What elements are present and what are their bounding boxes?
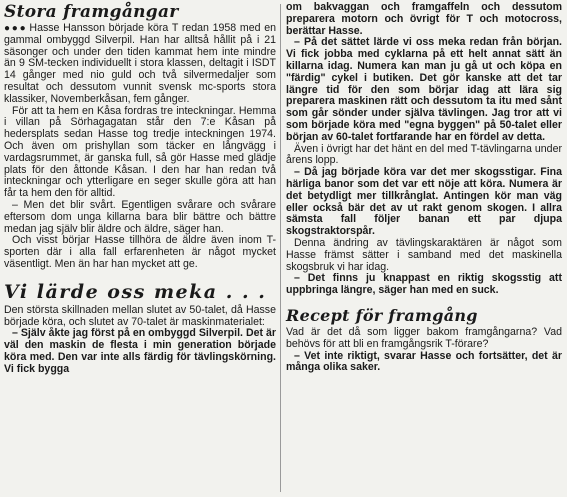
quote-paragraph: – Då jag började köra var det mer skogsstigar. Fina härliga banor som det var ett nöje att köra. Numera är det betydligt mer tillkrånglat. Antingen kör man väg eller också bär det av ut rakt genom skogen. I allra sämsta fall följer banan ett par djupa skogstraktorspår.	[286, 166, 562, 238]
quote-paragraph: – Vet inte riktigt, svarar Hasse och fortsätter, det är många olika saker.	[286, 349, 562, 374]
paragraph: Denna ändring av tävlingskaraktären är något som Hasse främst sätter i samband med det maskinella skogsbruk vi har idag.	[286, 236, 562, 273]
bullet-dots-icon: ●●●	[4, 23, 28, 34]
section-heading-vi-larde-oss-meka: Vi lärde oss meka . . .	[4, 280, 267, 303]
paragraph: Även i övrigt har det hänt en del med T-tävlingarna under årens lopp.	[286, 142, 562, 167]
section-heading-recept-for-framgang: Recept för framgång	[286, 305, 478, 325]
left-column	[4, 2, 276, 376]
column-divider	[280, 4, 281, 492]
paragraph	[4, 23, 276, 106]
quote-paragraph: – Det finns ju knappast en riktig skogsstig att uppbringa längre, säger han med en suck.	[286, 272, 562, 297]
quote-paragraph: – Själv åkte jag först på en ombyggd Silverpil. Det är väl den maskin de flesta i min generation började köra med. Den var inte alls färdig för tävlingskörning. Vi fick bygga	[4, 327, 276, 375]
paragraph: För att ta hem en Kåsa fordras tre inteckningar. Hemma i villan på Sörhagagatan står den 7:e Kåsan på hedersplats sedan Hasse tog tredje inteckningen 1974. Och även om prishyllan som täcker en långvägg i vardagsrummet, är ganska full, så gör Hasse med glädje plats för den åttonde Kåsan. I den har han redan två inteckningar och ytterligare en seger skulle göra att han får ta hem den för alltid.	[4, 104, 276, 200]
paragraph: – Men det blir svårt. Egentligen svårare och svårare eftersom dom unga killarna bara blir bättre och bättre medan jag själv blir äldre och äldre, säger han.	[4, 198, 276, 235]
right-column	[286, 2, 562, 374]
paragraph: Vad är det då som ligger bakom framgångarna? Vad behövs för att bli en framgångsrik T-förare?	[286, 325, 562, 350]
paragraph-text: Hasse Hansson började köra T redan 1958 med en gammal ombyggd Silverpil. Han har alltså hållit på i 21 säsonger och under den tiden kammat hem inte mindre än 9 SM-tecken individuellt i stora klassen, deltagit i ISDT 14 gånger med nio guld och två silvermedaljer som resultat och dessutom vunnit svensk mc-sports stora klassiker, Novemberkåsan, fem gånger.	[4, 22, 276, 105]
paragraph: Den största skillnaden mellan slutet av 50-talet, då Hasse började köra, och slutet av 70-talet är maskinmaterialet:	[4, 303, 276, 328]
quote-paragraph: – På det sättet lärde vi oss meka redan från början. Vi fick jobba med cyklarna på ett helt annat sätt än killarna idag. Numera kan man ju gå ut och köpa en "färdig" cykel i butiken. Det gör kanske att det tar längre tid för den som börjar idag att lära sig preparera maskinen rätt och dessutom ta itu med sånt som går sönder under själva tävlingen. Jag tror att vi som började köra med "egna byggen" på 50-talet eller början av 60-talet fortfarande har en fördel av detta.	[286, 36, 562, 143]
section-heading-stora-framgangar: Stora framgångar	[4, 2, 179, 22]
paragraph: Och visst börjar Hasse tillhöra de äldre även inom T-sporten där i alla fall erfarenheten är något mycket väsentligt. Men än har han mycket att ge.	[4, 234, 276, 270]
quote-paragraph: om bakvaggan och framgaffeln och dessutom preparera motorn och övrigt för T och motocross, berättar Hasse.	[286, 1, 562, 37]
